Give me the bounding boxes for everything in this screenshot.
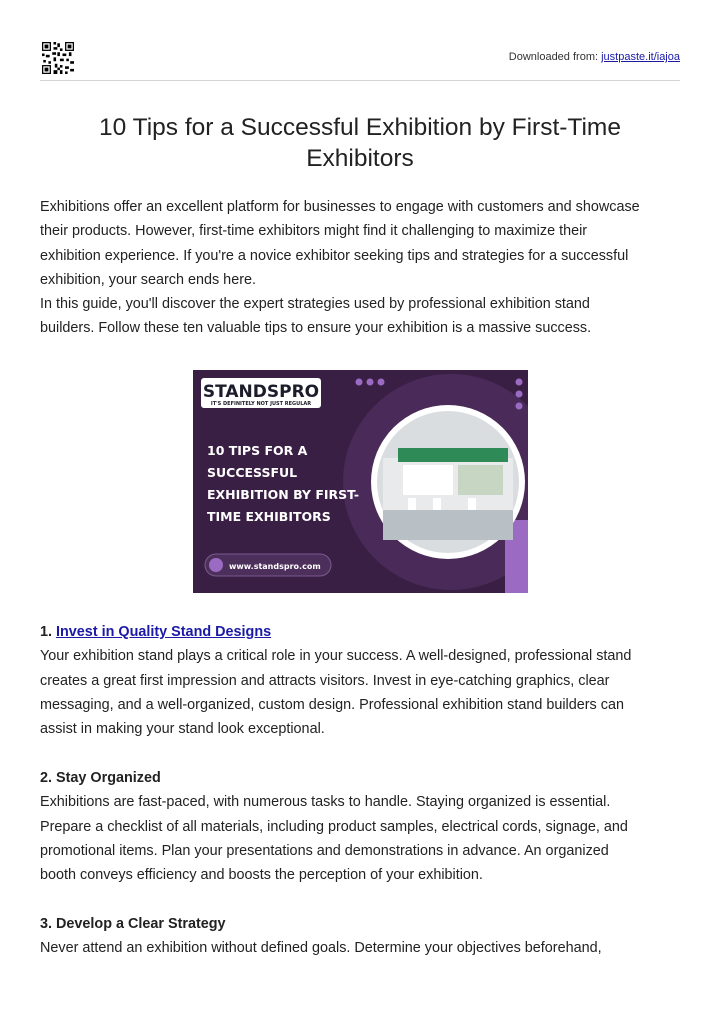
hero-image bbox=[193, 370, 528, 593]
section-heading bbox=[40, 620, 690, 644]
section-2 bbox=[40, 766, 690, 887]
section-line: Your exhibition stand plays a critical role in your success. A well-designed, professional stand bbox=[40, 648, 632, 665]
download-link[interactable]: justpaste.it/iajoa bbox=[601, 51, 680, 63]
intro-line: their products. However, first-time exhibitors might find it challenging to maximize their bbox=[40, 223, 588, 240]
intro-line: exhibition, your search ends here. bbox=[40, 271, 256, 288]
header-divider bbox=[40, 80, 680, 81]
section-line: booth conveys efficiency and boosts the perception of your exhibition. bbox=[40, 867, 483, 884]
title-line-1: 10 Tips for a Successful Exhibition by First-Time bbox=[99, 114, 621, 141]
hero-url: www.standspro.com bbox=[229, 562, 321, 571]
intro-line: Exhibitions offer an excellent platform for businesses to engage with customers and showcase bbox=[40, 199, 640, 215]
section-line: promotional items. Plan your presentations and demonstrations in advance. An organized bbox=[40, 842, 609, 859]
qr-code-icon bbox=[42, 42, 74, 74]
hero-headline-line: 10 TIPS FOR A bbox=[207, 443, 308, 458]
intro-line: builders. Follow these ten valuable tips to ensure your exhibition is a massive success. bbox=[40, 320, 592, 337]
page-title bbox=[40, 112, 680, 174]
section-line: messaging, and a well-organized, custom design. Professional exhibition stand builders can bbox=[40, 696, 624, 713]
section-number: 1. bbox=[40, 624, 53, 640]
hero-logo-tagline: IT'S DEFINITELY NOT JUST REGULAR bbox=[210, 401, 312, 407]
section-heading-link[interactable]: Invest in Quality Stand Designs bbox=[56, 624, 272, 640]
section-3 bbox=[40, 912, 690, 961]
hero-headline-line: TIME EXHIBITORS bbox=[207, 509, 331, 524]
hero-headline-line: EXHIBITION BY FIRST- bbox=[207, 487, 360, 502]
hero-logo-text: STANDSPRO bbox=[202, 382, 320, 402]
download-label: Downloaded from: bbox=[508, 51, 599, 63]
download-source bbox=[509, 51, 680, 63]
hero-headline-line: SUCCESSFUL bbox=[207, 465, 298, 480]
section-line: Never attend an exhibition without defined goals. Determine your objectives beforehand, bbox=[40, 940, 602, 957]
dots-icon bbox=[356, 379, 385, 386]
globe-icon bbox=[209, 558, 223, 572]
intro-paragraph bbox=[40, 195, 690, 341]
section-heading: 3. Develop a Clear Strategy bbox=[40, 916, 226, 932]
section-1 bbox=[40, 620, 690, 741]
section-line: creates a great first impression and attracts visitors. Invest in eye-catching graphics, clear bbox=[40, 672, 610, 689]
title-line-2: Exhibitors bbox=[306, 145, 414, 172]
vertical-dots-icon bbox=[516, 379, 523, 410]
section-line: Exhibitions are fast-paced, with numerous tasks to handle. Staying organized is essential. bbox=[40, 794, 611, 811]
section-line: Prepare a checklist of all materials, including product samples, electrical cords, signage, and bbox=[40, 818, 628, 835]
intro-line: exhibition experience. If you're a novice exhibitor seeking tips and strategies for a successful bbox=[40, 247, 629, 264]
section-heading: 2. Stay Organized bbox=[40, 770, 161, 786]
section-line: assist in making your stand look exceptional. bbox=[40, 721, 325, 738]
intro-line: In this guide, you'll discover the expert strategies used by professional exhibition stand bbox=[40, 296, 590, 313]
